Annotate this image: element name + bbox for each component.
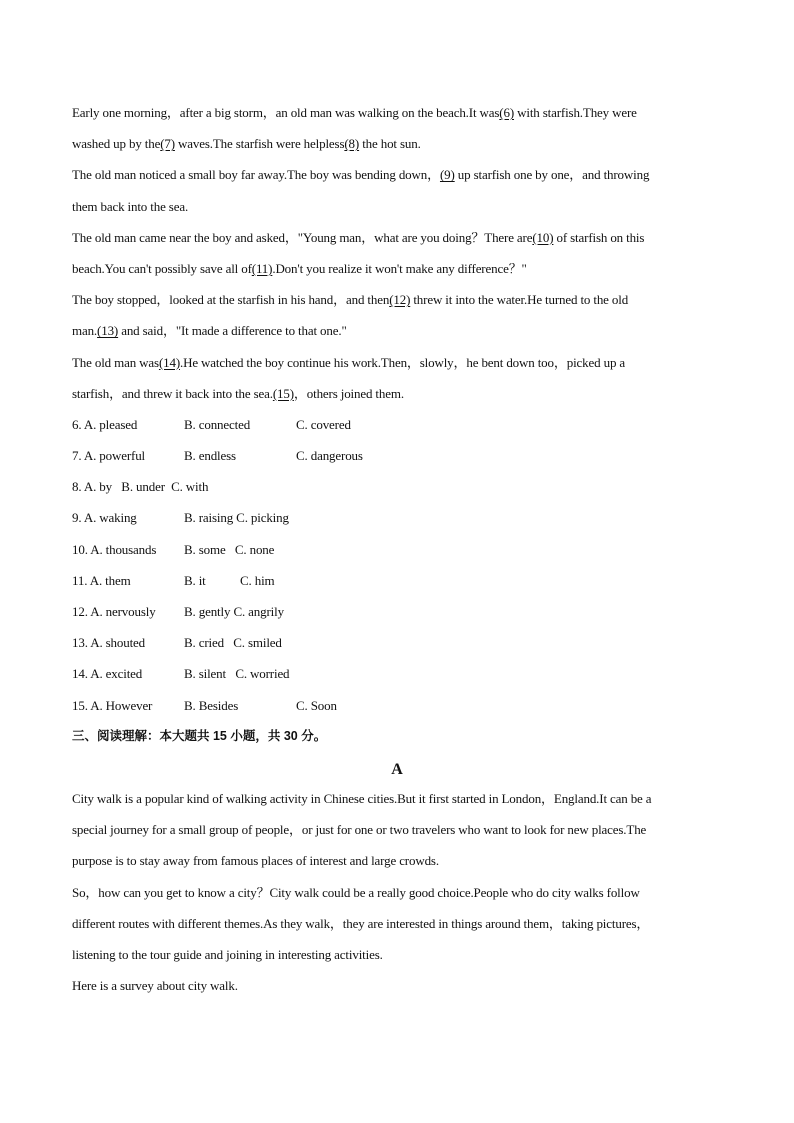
passage-text: The old man noticed a small boy far away.The boy was bending down， — [72, 167, 440, 183]
option-b: B. gently — [184, 604, 231, 619]
question-number: 12. — [72, 604, 88, 619]
passage-text: of starfish on this — [553, 229, 645, 245]
passage-text: man. — [72, 323, 98, 339]
question-12 — [72, 599, 722, 630]
cloze-passage — [72, 100, 722, 412]
question-7 — [72, 443, 722, 474]
reading-passage-a — [72, 786, 722, 1004]
option-c: C. none — [234, 541, 275, 557]
passage-line: special journey for a small group of people，or just for one or two travelers who want to look for new places.The — [72, 822, 647, 838]
option-c: C. worried — [235, 666, 290, 682]
blank-13: (13) — [97, 323, 119, 339]
document-page — [72, 100, 722, 1004]
question-number: 14. — [72, 666, 88, 682]
option-b: B. Besides — [184, 697, 239, 713]
passage-title: A — [391, 760, 403, 778]
passage-line: City walk is a popular kind of walking activity in Chinese cities.But it first started in London，England.It can be a — [72, 790, 652, 806]
question-10 — [72, 537, 722, 568]
option-a: A. thousands — [90, 541, 157, 557]
passage-text: threw it into the water.He turned to the old — [410, 292, 629, 308]
passage-text: and said，"It made a difference to that one." — [118, 323, 347, 339]
cloze-line — [72, 162, 722, 193]
option-b: B. connected — [184, 416, 251, 432]
option-c: C. Soon — [296, 697, 337, 713]
cloze-line — [72, 350, 722, 381]
question-11 — [72, 568, 722, 599]
option-c: C. smiled — [233, 635, 282, 651]
option-b: B. it — [184, 572, 206, 588]
passage-text: with starfish.They were — [514, 105, 637, 120]
cloze-line — [72, 381, 722, 412]
passage-text: up starfish one by one，and throwing — [454, 167, 650, 183]
passage-line: So，how can you get to know a city？City walk could be a really good choice.People who do city walks follow — [72, 884, 640, 900]
option-c: C. dangerous — [296, 448, 363, 464]
cloze-line — [72, 100, 722, 131]
option-a: A. excited — [90, 666, 143, 682]
passage-text: waves.The starfish were helpless — [174, 136, 345, 152]
question-15 — [72, 693, 722, 724]
option-c: C. covered — [296, 416, 351, 432]
passage-text: the hot sun. — [359, 136, 421, 152]
cloze-line — [72, 225, 722, 256]
option-c: C. with — [171, 479, 209, 495]
question-number: 6. — [72, 416, 82, 432]
option-a: A. powerful — [83, 448, 146, 464]
option-a: A. by — [83, 479, 112, 495]
question-9 — [72, 505, 722, 536]
option-b: B. cried — [184, 635, 224, 651]
section-heading: 三、阅读理解：本大题共 15 小题，共 30 分。 — [72, 728, 327, 743]
passage-text: beach.You can't possibly save all of — [72, 260, 252, 276]
question-6 — [72, 412, 722, 443]
passage-line: listening to the tour guide and joining in interesting activities. — [72, 946, 383, 962]
option-c: C. picking — [236, 510, 289, 526]
question-number: 11. — [72, 572, 88, 588]
passage-line: purpose is to stay away from famous places of interest and large crowds. — [72, 853, 439, 869]
blank-9: (9) — [439, 167, 455, 183]
blank-6: (6) — [499, 105, 515, 120]
question-number: 10. — [72, 541, 88, 557]
question-number: 13. — [72, 635, 88, 651]
question-number: 8. — [72, 479, 82, 495]
option-b: B. silent — [184, 666, 226, 682]
blank-8: (8) — [344, 136, 360, 152]
cloze-line — [72, 131, 722, 162]
cloze-line — [72, 194, 722, 225]
option-a: A. nervously — [90, 604, 156, 619]
passage-text: Early one morning，after a big storm，an old man was walking on the beach.It was — [72, 105, 500, 120]
blank-14: (14) — [158, 354, 180, 370]
option-b: B. under — [121, 479, 165, 495]
question-number: 15. — [72, 697, 88, 713]
blank-15: (15) — [272, 385, 294, 401]
option-a: A. shouted — [90, 635, 146, 651]
question-13 — [72, 630, 722, 661]
passage-text: The boy stopped，looked at the starfish in his hand，and then — [72, 292, 390, 308]
option-b: B. some — [184, 541, 226, 557]
passage-text: them back into the sea. — [72, 198, 189, 214]
question-list — [72, 412, 722, 724]
blank-12: (12) — [389, 292, 411, 308]
option-a: A. them — [89, 572, 131, 588]
blank-11: (11) — [251, 260, 273, 276]
option-b: B. endless — [184, 448, 236, 464]
question-number: 9. — [72, 510, 82, 526]
passage-text: The old man came near the boy and asked，"Young man，what are you doing？There are — [72, 229, 533, 245]
passage-text: starfish，and threw it back into the sea. — [72, 385, 273, 401]
passage-text: .Don't you realize it won't make any difference？" — [272, 260, 527, 276]
passage-text: ，others joined them. — [293, 385, 404, 401]
blank-7: (7) — [160, 136, 175, 152]
passage-text: The old man was — [72, 354, 159, 370]
option-c: C. him — [240, 572, 275, 588]
question-number: 7. — [72, 448, 82, 464]
passage-text: washed up by the — [72, 136, 161, 152]
passage-line: different routes with different themes.As they walk，they are interested in things around them，taking pictures， — [72, 915, 650, 931]
option-b: B. raising — [184, 510, 234, 526]
cloze-line — [72, 256, 722, 287]
blank-10: (10) — [532, 229, 554, 245]
cloze-line — [72, 287, 722, 318]
option-a: A. pleased — [83, 416, 138, 432]
question-8 — [72, 474, 722, 505]
option-c: C. angrily — [233, 604, 284, 619]
cloze-line — [72, 318, 722, 349]
option-a: A. However — [90, 697, 153, 713]
passage-line: Here is a survey about city walk. — [72, 978, 238, 994]
passage-text: .He watched the boy continue his work.Then，slowly，he bent down too，picked up a — [180, 354, 626, 370]
option-a: A. waking — [83, 510, 137, 526]
question-14 — [72, 661, 722, 692]
